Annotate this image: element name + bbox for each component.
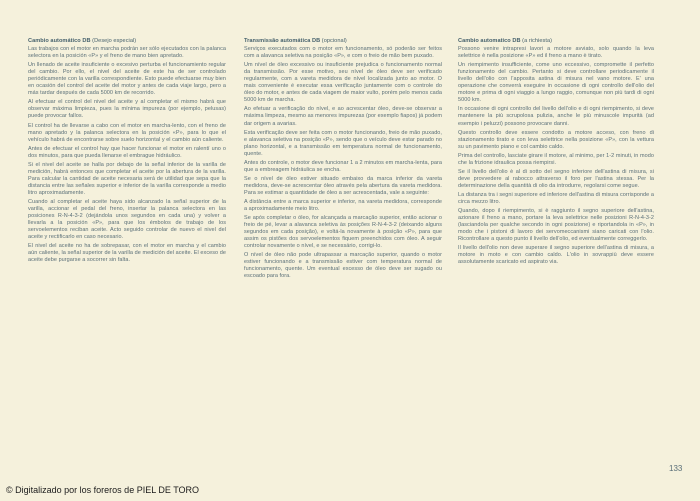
section-heading [244,38,442,45]
heading-title: Cambio automático DB [28,38,91,44]
paragraph: Il livello dell'olio non deve superare il segno superiore dell'astina di misura, a motore in moto e con cambio caldo. L'olio in sovrappiù deve essere assolutamente scaricato ed aspirato via. [458,245,654,266]
heading-title: Transmissão automática DB [244,38,321,44]
paragraph: A distância entre a marca superior e inferior, na vareta medidora, corresponde a aproximadamente meio litro. [244,198,442,213]
paragraph: Ao efetuar a verificação do nível, e ao acrescentar óleo, deve-se observar a máxima limpeza, mesmo as menores impurezas (por exemplo fiapos) já podem dar origem a avarias. [244,106,442,127]
paragraph: Al efectuar el control del nivel del aceite y al completar el mismo habrá que observar máxima limpieza, pues la mínima impureza (por ejemplo, pelusas) puede provocar fallos. [28,99,226,120]
paragraph: Antes de efectuar el control hay que hacer funcionar el motor en ralentí uno o dos minutos, para que pueda llenarse el embrague hidráulico. [28,145,226,159]
paragraph: Possono venire intrapresi lavori a motore avviato, solo quando la leva selettrice è nella posizione «P» ed il freno a mano è tirato. [458,46,654,60]
paragraph: O nível de óleo não pode ultrapassar a marcação superior, quando o motor estiver funcionando e a transmissão estiver com temperatura normal de funcionamento, quente. Um eventual excesso de óleo deve ser sugado ou escoado para fora. [244,252,442,280]
column-spanish [28,38,226,266]
paragraph: Prima del controllo, lasciate girare il motore, al minimo, per 1-2 minuti, in modo che la frizione idraulica possa riempirsi. [458,152,654,166]
column-italian [458,38,654,268]
paragraph: Quando, dopo il riempimento, si è raggiunto il segno superiore dell'astina, azionare il freno a mano, portare la leva selettrice nelle posizioni R-N-4-3-2 (lasciandola per qualche secondo in ogni posizione) e riportandola in «P», in modo che i pistoni di lavoro dei servomeccanismi siano caricati con l'olio. Ricontrollare a questo punto il livello dell'olio, ed eventualmente correggerlo. [458,208,654,243]
paragraph: La distanza tra i segni superiore ed inferiore dell'astina di misura corrisponde a circa mezzo litro. [458,191,654,205]
paragraph: Cuando al completar el aceite haya sido alcanzado la señal superior de la varilla, accionar el pedal del freno, insertar la palanca selectora en las posiciones R-N-4-3-2 (dejándola unos segundos en cada una) y volver a llevarla a la posición «P», para que los émbolos de trabajo de los servoelementos reciban aceite. Acto seguido controlar de nuevo el nivel del aceite y rectificarlo en caso necesario. [28,198,226,241]
paragraph: Antes do controle, o motor deve funcionar 1 a 2 minutos em marcha-lenta, para que a embreagem hidráulica se encha. [244,159,442,173]
paragraph: Un riempimento insufficiente, come uno eccessivo, compromette il perfetto funzionamento del cambio. Pertanto si deve controllare periodicamente il livello dell'olio con l'apposita astina di misura nel vano motore. E' una operazione che converrà eseguire in occasione di ogni controllo dell'olio del motore e prima di ogni viaggio a lungo raggio, comunque non più tardi di ogni 5000 km. [458,62,654,104]
paragraph: Um nível de óleo excessivo ou insuficiente prejudica o funcionamento normal da transmissão. Por esse motivo, seu nível de óleo deve ser verificado regularmente, com a vareta medidora de nível localizada junto ao motor. O mais conveniente é executar essa verificação juntamente com o controle do óleo do motor, e antes de cada viagem de maior vulto, porém pelo menos cada 5000 km de marcha. [244,62,442,104]
heading-title: Cambio automatico DB [458,38,521,44]
heading-subtitle: (a richiesta) [522,38,553,44]
paragraph: Se il livello dell'olio è al di sotto del segno inferiore dell'astina di misura, si deve provvedere al rabocco attraverso il foro per l'astina stessa. Per la determinazione della quantità di olio da introdurre, regolarsi come segue. [458,168,654,189]
page-number: 133 [669,464,683,473]
paragraph: Las trabajos con el motor en marcha podrán ser sólo ejecutados con la palanca selectora en la posición «P» y el freno de mano bien apretado. [28,46,226,60]
paragraph: Un llenado de aceite insuficiente o excesivo perturba el funcionamiento regular del cambio. Por ello, el nivel del aceite de este ha de ser controlado periódicamente con la varilla correspondiente. Esto puede efectuarse muy bien en ocasión del control del aceite del motor y antes de cada viaje largo, pero a más tardar después de cada 5000 km de recorrido. [28,62,226,97]
section-heading [28,38,226,45]
section-heading [458,38,654,45]
column-portuguese [244,38,442,283]
paragraph: El control ha de llevarse a cabo con el motor en marcha-lento, con el freno de mano apretado y la palanca selectora en la posición «P», para lo que el vehículo habrá de encontrarse sobre suelo horizontal y el cambio aún caliente. [28,122,226,143]
paragraph: Esta verificação deve ser feita com o motor funcionando, freio de mão puxado, e alavanca seletiva na posição «P», sendo que o veículo deve estar parado no plano horizontal, e a transmissão em temperatura normal de funcionamento, quente. [244,129,442,157]
heading-subtitle: (Desejo especial) [92,38,137,44]
paragraph: In occasione di ogni controllo del livello dell'olio e di ogni riempimento, si deve mantenere la più scrupolosa pulizia, anche le più minuscole impurità (ad esempio i peluzzi) possono provocare danni. [458,106,654,127]
heading-subtitle: (opcional) [321,38,347,44]
paragraph: Questo controllo deve essere condotto a motore acceso, con freno di stazionamento tirato e con leva selettrice nella posizione «P», con la vettura su un pavimento piano e col cambio caldo. [458,129,654,150]
paragraph: Serviços executados com o motor em funcionamento, só poderão ser feitos com a alavanca seletiva na posição «P», e com o freio de mão bem puxado. [244,46,442,60]
footer-credit: © Digitalizado por los foreros de PIEL DE TORO [6,485,200,495]
paragraph: Se o nível de óleo estiver situado embaixo da marca inferior da vareta medidora, deve-se acrescentar óleo através pela abertura da vareta medidora. Para se estimar a quantidade de óleo a ser acrescentada, vale a seguinte: [244,175,442,196]
paragraph: Si el nivel del aceite se halla por debajo de la señal inferior de la varilla de medición, habrá entonces que completar el aceite por la abertura de la varilla. Para calcular la cantidad de aceite necesaria será de utilidad que sepa que la distancia entre las señales superior e inferior de la varilla corresponde a medio litro aproximadamente. [28,161,226,196]
paragraph: El nivel del aceite no ha de sobrepasar, con el motor en marcha y el cambio aún caliente, la señal superior de la varilla de medición del aceite. El exceso de aceite debe purgarse a socorrer sin falta. [28,243,226,264]
paragraph: Se após completar o óleo, for alcançada a marcação superior, então acionar o freio de pé, levar a alavanca seletiva às posições R-N-4-3-2 (deixando alguns segundos em cada posição), e voltá-la novamente à posição «P», para que assim os pistões dos servoelementos fiquem preenchidos com óleo. A seguir controlar novamente o nível, e se necessário, corrigi-lo. [244,215,442,250]
